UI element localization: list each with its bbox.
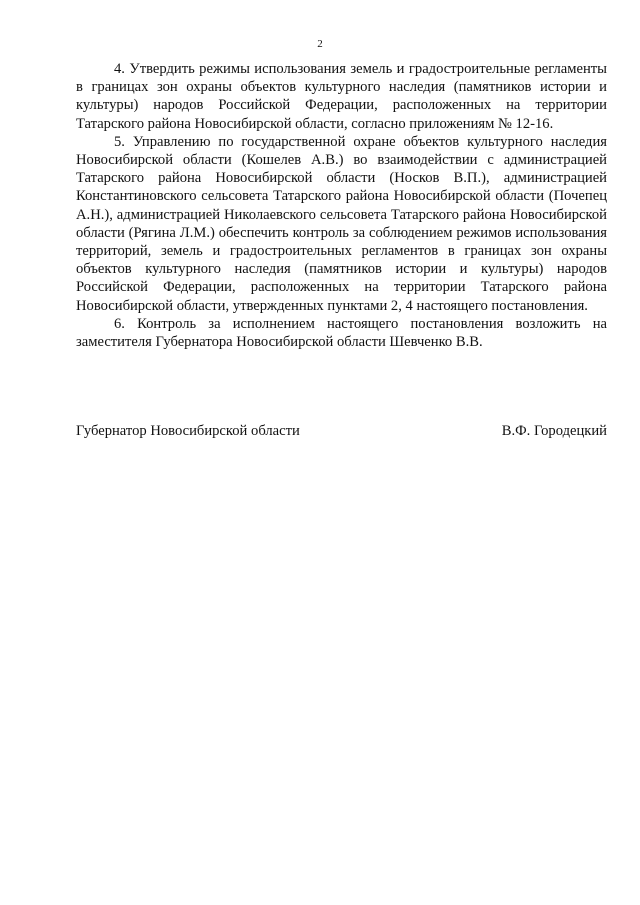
document-body [76, 60, 607, 351]
paragraph-item-4: 4. Утвердить режимы использования земель и градостроительные регламенты в границах зон охраны объектов культурного наследия (памятников истории и культуры) народов Российской Федерации, расположенных на территории Татарского района Новосибирской области, согласно приложениям № 12-16. [76, 61, 607, 132]
signatory-position: Губернатор Новосибирской области [76, 423, 300, 439]
signature-block [76, 422, 607, 440]
page-number: 2 [317, 38, 323, 50]
paragraph-item-5: 5. Управлению по государственной охране объектов культурного наследия Новосибирской области (Кошелев А.В.) во взаимодействии с администрацией Татарского района Новосибирской области (Носков В.П.), администрацией Константиновского сельсовета Татарского района Новосибирской области (Почепец А.Н.), администрацией Николаевского сельсовета Татарского района Новосибирской области (Рягина Л.М.) обеспечить контроль за соблюдением режимов использования территорий, земель и градостроительных регламентов в границах зон охраны объектов культурного наследия (памятников истории и культуры) народов Российской Федерации, расположенных на территории Татарского района Новосибирской области, утвержденных пунктами 2, 4 настоящего постановления. [76, 133, 607, 314]
signatory-name: В.Ф. Городецкий [501, 423, 607, 439]
paragraph-item-6: 6. Контроль за исполнением настоящего постановления возложить на заместителя Губернатора Новосибирской области Шевченко В.В. [76, 315, 607, 351]
